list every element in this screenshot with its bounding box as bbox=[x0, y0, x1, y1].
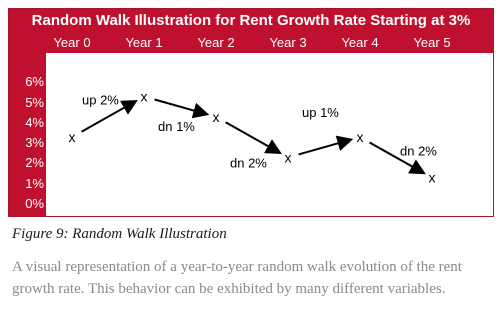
x-tick-label: Year 2 bbox=[197, 35, 235, 50]
step-annotation: dn 2% bbox=[230, 155, 267, 171]
chart-frame bbox=[8, 8, 494, 217]
data-point-marker: x bbox=[212, 108, 220, 125]
data-point-marker: x bbox=[284, 149, 292, 166]
y-tick-label: 2% bbox=[25, 155, 44, 171]
chart-title: Random Walk Illustration for Rent Growth Rate Starting at 3% bbox=[9, 9, 493, 33]
data-point-marker: x bbox=[140, 88, 148, 105]
data-point-marker: x bbox=[428, 169, 436, 186]
figure-description: A visual representation of a year-to-year random walk evolution of the rent growth rate. This behavior can be exhibited by many different variables. bbox=[12, 259, 462, 297]
x-tick-label: Year 1 bbox=[125, 35, 163, 50]
figure-caption: Figure 9: Random Walk Illustration bbox=[12, 226, 227, 242]
x-tick-label: Year 5 bbox=[413, 35, 451, 50]
step-annotation: up 2% bbox=[82, 92, 119, 108]
x-tick-label: Year 3 bbox=[269, 35, 307, 50]
step-annotation: dn 2% bbox=[400, 143, 437, 159]
y-tick-label: 4% bbox=[25, 114, 44, 130]
step-annotation: dn 1% bbox=[158, 119, 195, 135]
step-arrow bbox=[299, 140, 350, 154]
y-tick-label: 6% bbox=[25, 74, 44, 90]
y-tick-label: 1% bbox=[25, 175, 44, 191]
plot-area bbox=[46, 53, 493, 216]
plot-svg bbox=[46, 53, 493, 216]
x-tick-label: Year 4 bbox=[341, 35, 379, 50]
step-arrow bbox=[226, 122, 279, 152]
y-tick-label: 5% bbox=[25, 94, 44, 110]
x-tick-label: Year 0 bbox=[53, 35, 91, 50]
y-axis bbox=[9, 53, 46, 216]
y-tick-label: 0% bbox=[25, 196, 44, 211]
step-annotation: up 1% bbox=[302, 104, 339, 120]
data-point-marker: x bbox=[356, 129, 364, 146]
data-point-marker: x bbox=[68, 129, 76, 146]
x-axis-header bbox=[9, 33, 493, 53]
y-tick-label: 3% bbox=[25, 135, 44, 151]
step-arrow bbox=[155, 99, 206, 113]
